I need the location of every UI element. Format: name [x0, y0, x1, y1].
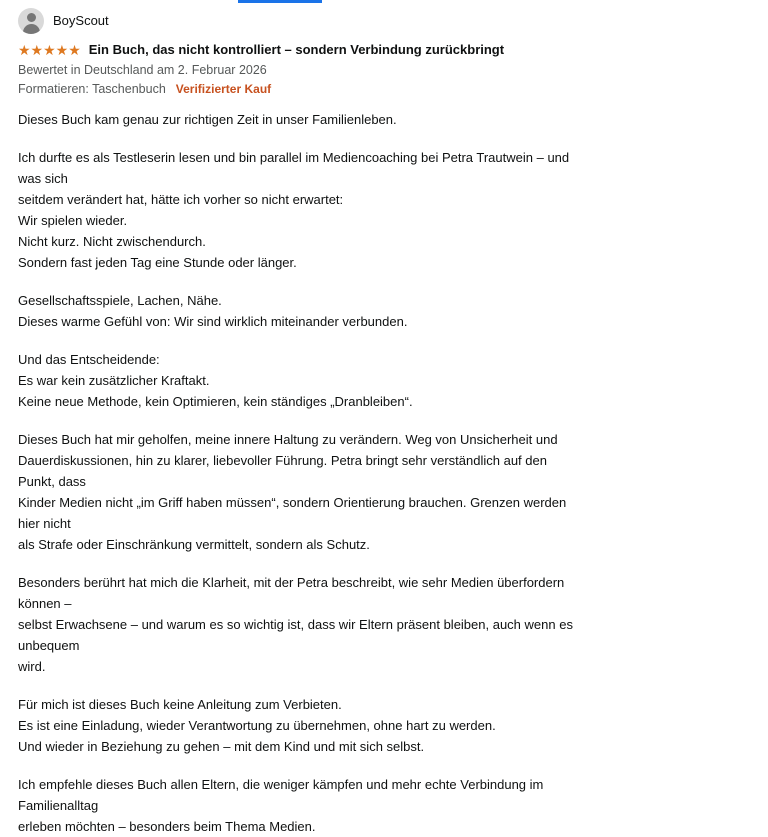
review-line: wird. — [18, 659, 46, 674]
review-date: Bewertet in Deutschland am 2. Februar 2026 — [18, 63, 267, 77]
review-paragraph — [18, 290, 578, 332]
active-tab-underline — [238, 0, 322, 3]
review-line: Dieses warme Gefühl von: Wir sind wirklich miteinander verbunden. — [18, 314, 408, 329]
review-line: Und wieder in Beziehung zu gehen – mit dem Kind und mit sich selbst. — [18, 739, 425, 754]
review-paragraph — [18, 572, 578, 677]
review-line: Gesellschaftsspiele, Lachen, Nähe. — [18, 293, 222, 308]
verified-purchase-badge: Verifizierter Kauf — [175, 82, 272, 96]
review-paragraph — [18, 109, 578, 130]
review-line: Und das Entscheidende: — [18, 352, 160, 367]
review-line: Ich empfehle dieses Buch allen Eltern, die weniger kämpfen und mehr echte Verbindung im Familienalltag — [18, 777, 544, 813]
review-line: Ich durfte es als Testleserin lesen und bin parallel im Mediencoaching bei Petra Trautwein – und was sich — [18, 150, 570, 186]
review-line: Es ist eine Einladung, wieder Verantwortung zu übernehmen, ohne hart zu werden. — [18, 718, 496, 733]
review-line: Kinder Medien nicht „im Griff haben müssen“, sondern Orientierung brauchen. Grenzen werden hier nicht — [18, 495, 567, 531]
user-avatar-icon — [18, 8, 44, 34]
review-line: Es war kein zusätzlicher Kraftakt. — [18, 373, 210, 388]
review-paragraph — [18, 774, 578, 837]
review-format-row — [18, 81, 750, 98]
review-line: erleben möchten – besonders beim Thema Medien. — [18, 819, 316, 834]
browser-tab-strip — [0, 0, 768, 3]
review-line: Dieses Buch kam genau zur richtigen Zeit in unser Familienleben. — [18, 112, 397, 127]
reviewer-name[interactable]: BoyScout — [53, 13, 109, 28]
review-line: Dieses Buch hat mir geholfen, meine innere Haltung zu verändern. Weg von Unsicherheit und — [18, 432, 558, 447]
review-line: als Strafe oder Einschränkung vermittelt, sondern als Schutz. — [18, 537, 370, 552]
review-line: Keine neue Methode, kein Optimieren, kein ständiges „Dranbleiben“. — [18, 394, 413, 409]
review-paragraph — [18, 349, 578, 412]
review-paragraph — [18, 429, 578, 555]
review-line: Sondern fast jeden Tag eine Stunde oder länger. — [18, 255, 297, 270]
review-line: Besonders berührt hat mich die Klarheit, mit der Petra beschreibt, wie sehr Medien überfordern können – — [18, 575, 565, 611]
review-paragraph — [18, 147, 578, 273]
review-format: Formatieren: Taschenbuch — [18, 82, 166, 96]
review-body — [18, 109, 578, 837]
review-line: Dauerdiskussionen, hin zu klarer, liebevoller Führung. Petra bringt sehr verständlich auf den Punkt, dass — [18, 453, 547, 489]
review-line: Wir spielen wieder. — [18, 213, 128, 228]
review-line: selbst Erwachsene – und warum es so wichtig ist, dass wir Eltern präsent bleiben, auch wenn es unbequem — [18, 617, 573, 653]
review-title-row — [18, 41, 750, 58]
review-title[interactable]: Ein Buch, das nicht kontrolliert – sondern Verbindung zurückbringt — [88, 42, 505, 57]
reviewer-profile[interactable] — [18, 8, 750, 34]
star-rating-icon[interactable]: ★★★★★ — [18, 41, 81, 58]
review-line: seitdem verändert hat, hätte ich vorher so nicht erwartet: — [18, 192, 344, 207]
review-line: Nicht kurz. Nicht zwischendurch. — [18, 234, 206, 249]
review-line: Für mich ist dieses Buch keine Anleitung zum Verbieten. — [18, 697, 342, 712]
review-paragraph — [18, 694, 578, 757]
